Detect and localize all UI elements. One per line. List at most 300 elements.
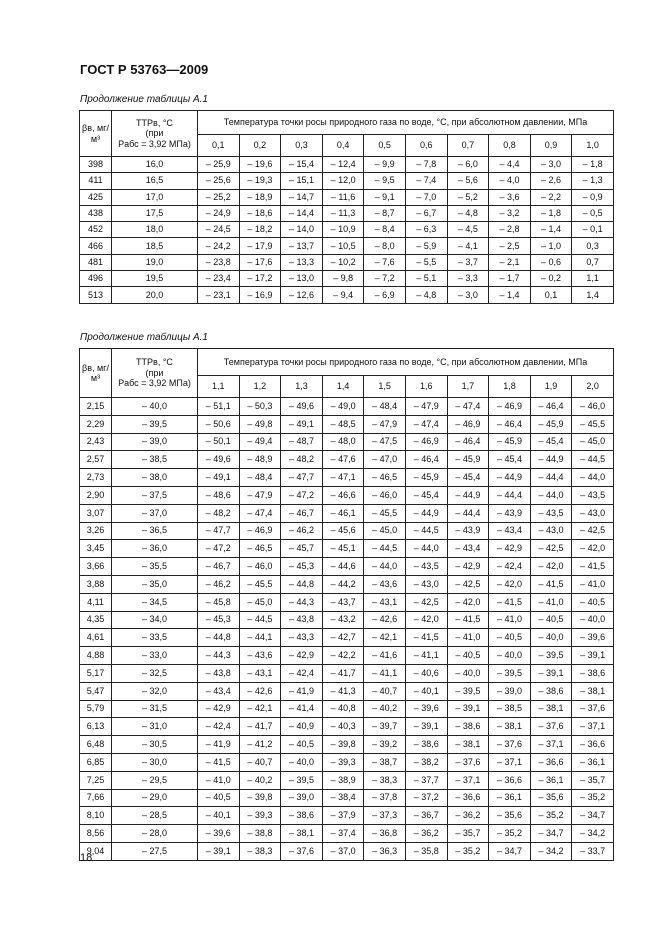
dew-point-cell: – 9,8 — [322, 271, 364, 287]
table-row — [80, 504, 614, 522]
dew-point-cell: – 25,2 — [198, 189, 240, 205]
pressure-header: 1,0 — [572, 135, 614, 157]
dew-point-cell: – 43,0 — [405, 575, 447, 593]
dew-point-cell: – 43,5 — [572, 486, 614, 504]
dew-point-cell: – 9,9 — [364, 157, 406, 173]
dew-point-cell: – 45,9 — [530, 415, 572, 433]
dew-point-cell: – 44,0 — [364, 558, 406, 576]
dew-point-cell: – 1,7 — [489, 271, 531, 287]
dew-point-cell: – 46,5 — [239, 540, 281, 558]
beta-cell: 6,13 — [80, 718, 112, 736]
dew-point-cell: – 44,9 — [530, 451, 572, 469]
dew-point-cell: – 45,8 — [198, 593, 240, 611]
dew-point-cell: – 4,4 — [489, 157, 531, 173]
dew-point-cell: – 46,0 — [572, 398, 614, 416]
dew-point-cell: – 46,9 — [239, 522, 281, 540]
dew-point-cell: – 37,3 — [364, 807, 406, 825]
dew-point-cell: – 41,9 — [198, 736, 240, 754]
ttp-label: ТТРв, °С — [136, 357, 173, 368]
dew-point-cell: – 38,1 — [530, 700, 572, 718]
dew-point-cell: – 7,6 — [364, 254, 406, 270]
dew-point-cell: – 10,5 — [322, 238, 364, 254]
beta-cell: 6,85 — [80, 753, 112, 771]
beta-cell: 2,29 — [80, 415, 112, 433]
dew-point-cell: – 38,4 — [322, 789, 364, 807]
table-row — [80, 575, 614, 593]
ttp-cell: 17,5 — [112, 205, 198, 221]
dew-point-cell: – 35,2 — [447, 842, 489, 860]
dew-point-cell: – 46,4 — [405, 451, 447, 469]
dew-point-cell: – 48,0 — [322, 433, 364, 451]
dew-point-cell: – 50,1 — [198, 433, 240, 451]
ttp-label: ТТРв, °С — [136, 117, 173, 128]
dew-point-cell: – 44,4 — [447, 504, 489, 522]
dew-point-cell: – 35,2 — [489, 825, 531, 843]
dew-point-cell: – 42,9 — [489, 540, 531, 558]
dew-point-cell: – 41,2 — [239, 736, 281, 754]
table-row — [80, 254, 614, 270]
dew-point-cell: – 36,7 — [405, 807, 447, 825]
dew-point-cell: – 38,1 — [489, 718, 531, 736]
page-number: 18 — [80, 852, 93, 864]
dew-point-cell: – 6,9 — [364, 287, 406, 303]
dew-point-cell: – 39,8 — [239, 789, 281, 807]
pressure-header: 1,3 — [281, 376, 323, 398]
dew-point-cell: – 34,2 — [572, 825, 614, 843]
table-row — [80, 451, 614, 469]
dew-point-cell: – 46,6 — [322, 486, 364, 504]
pressure-header: 2,0 — [572, 376, 614, 398]
table-caption: Продолжение таблицы А.1 — [80, 94, 208, 105]
table-row — [80, 629, 614, 647]
dew-point-cell: – 37,2 — [405, 789, 447, 807]
dew-point-cell: – 40,5 — [530, 611, 572, 629]
dew-point-cell: – 42,5 — [572, 522, 614, 540]
dew-point-cell: – 35,6 — [489, 807, 531, 825]
pressure-header: 0,7 — [447, 135, 489, 157]
dew-point-cell: – 33,7 — [572, 842, 614, 860]
dew-point-cell: – 38,3 — [364, 771, 406, 789]
dew-point-cell: – 15,4 — [281, 157, 323, 173]
dew-point-cell: – 6,0 — [447, 157, 489, 173]
dew-point-cell: – 39,1 — [530, 664, 572, 682]
pressure-header: 0,3 — [281, 135, 323, 157]
dew-point-cell: – 37,6 — [447, 753, 489, 771]
dew-point-cell: – 43,5 — [405, 558, 447, 576]
dew-point-cell: – 18,2 — [239, 222, 281, 238]
dew-point-cell: – 0,6 — [530, 254, 572, 270]
dew-point-cell: – 36,2 — [405, 825, 447, 843]
dew-point-cell: – 43,4 — [198, 682, 240, 700]
table-row — [80, 398, 614, 416]
dew-point-cell: – 46,2 — [198, 575, 240, 593]
dew-point-cell: 1,4 — [572, 287, 614, 303]
column-header-beta: βв, мг/м³ — [80, 111, 112, 157]
ttp-cell: – 36,0 — [112, 540, 198, 558]
dew-point-cell: – 40,0 — [489, 647, 531, 665]
beta-cell: 4,35 — [80, 611, 112, 629]
ttp-cell: 19,5 — [112, 271, 198, 287]
dew-point-cell: – 45,5 — [239, 575, 281, 593]
dew-point-cell: – 3,6 — [489, 189, 531, 205]
dew-point-cell: – 25,6 — [198, 173, 240, 189]
ttp-cell: 20,0 — [112, 287, 198, 303]
dew-point-cell: – 38,9 — [322, 771, 364, 789]
dew-point-cell: – 14,4 — [281, 205, 323, 221]
dew-point-cell: – 19,6 — [239, 157, 281, 173]
dew-point-cell: – 35,6 — [530, 789, 572, 807]
dew-point-cell: – 44,5 — [364, 540, 406, 558]
beta-cell: 3,45 — [80, 540, 112, 558]
ttp-cell: – 27,5 — [112, 842, 198, 860]
dew-point-cell: – 45,9 — [447, 451, 489, 469]
beta-cell: 2,90 — [80, 486, 112, 504]
dew-point-cell: – 1,4 — [530, 222, 572, 238]
ttp-label-note: (при — [145, 367, 164, 378]
dew-point-cell: 0,1 — [530, 287, 572, 303]
dew-point-cell: – 38,6 — [405, 736, 447, 754]
dew-point-cell: – 14,0 — [281, 222, 323, 238]
dew-point-cell: – 23,8 — [198, 254, 240, 270]
beta-cell: 425 — [80, 189, 112, 205]
dew-point-cell: – 13,3 — [281, 254, 323, 270]
dew-point-cell: – 44,9 — [405, 504, 447, 522]
table-row — [80, 205, 614, 221]
dew-point-cell: – 1,8 — [530, 205, 572, 221]
dew-point-cell: – 46,9 — [489, 398, 531, 416]
ttp-label-pressure: Pабс = 3,92 МПа) — [118, 378, 191, 389]
beta-cell: 7,66 — [80, 789, 112, 807]
dew-point-cell: – 4,8 — [447, 205, 489, 221]
dew-point-cell: – 3,0 — [447, 287, 489, 303]
ttp-cell: – 29,5 — [112, 771, 198, 789]
dew-point-cell: – 44,9 — [489, 469, 531, 487]
table-row — [80, 486, 614, 504]
dew-point-cell: – 47,6 — [322, 451, 364, 469]
pressure-header: 0,5 — [364, 135, 406, 157]
dew-point-cell: – 47,9 — [239, 486, 281, 504]
dew-point-cell: – 44,5 — [239, 611, 281, 629]
dew-point-cell: – 41,3 — [322, 682, 364, 700]
dew-point-cell: – 45,4 — [530, 433, 572, 451]
dew-point-cell: – 43,8 — [281, 611, 323, 629]
ttp-cell: – 36,5 — [112, 522, 198, 540]
dew-point-cell: – 34,7 — [489, 842, 531, 860]
dew-point-cell: – 4,5 — [447, 222, 489, 238]
dew-point-cell: – 49,6 — [281, 398, 323, 416]
dew-point-cell: – 44,3 — [198, 647, 240, 665]
dew-point-cell: – 46,9 — [405, 433, 447, 451]
ttp-cell: – 31,5 — [112, 700, 198, 718]
dew-point-cell: – 39,3 — [322, 753, 364, 771]
beta-cell: 496 — [80, 271, 112, 287]
ttp-cell: – 34,0 — [112, 611, 198, 629]
dew-point-cell: – 45,0 — [239, 593, 281, 611]
dew-point-cell: – 42,9 — [447, 558, 489, 576]
dew-point-cell: – 44,9 — [447, 486, 489, 504]
dew-point-cell: – 41,7 — [239, 718, 281, 736]
ttp-cell: – 34,5 — [112, 593, 198, 611]
dew-point-cell: – 47,7 — [281, 469, 323, 487]
pressure-header: 0,2 — [239, 135, 281, 157]
ttp-cell: – 32,5 — [112, 664, 198, 682]
dew-point-cell: – 40,7 — [239, 753, 281, 771]
dew-point-cell: – 47,9 — [405, 398, 447, 416]
dew-point-cell: – 47,2 — [281, 486, 323, 504]
dew-point-cell: – 18,9 — [239, 189, 281, 205]
dew-point-cell: – 41,1 — [405, 647, 447, 665]
dew-point-cell: – 41,5 — [405, 629, 447, 647]
dew-point-cell: – 9,5 — [364, 173, 406, 189]
dew-point-cell: – 34,7 — [530, 825, 572, 843]
dew-point-cell: – 45,5 — [572, 415, 614, 433]
dew-point-cell: – 0,9 — [572, 189, 614, 205]
dew-point-cell: – 41,5 — [198, 753, 240, 771]
dew-point-cell: – 41,5 — [572, 558, 614, 576]
dew-point-cell: – 42,9 — [281, 647, 323, 665]
dew-point-cell: – 40,7 — [364, 682, 406, 700]
table-row — [80, 540, 614, 558]
dew-point-cell: – 12,0 — [322, 173, 364, 189]
dew-point-cell: – 48,4 — [239, 469, 281, 487]
dew-point-cell: – 41,9 — [281, 682, 323, 700]
dew-point-cell: – 45,9 — [405, 469, 447, 487]
dew-point-cell: – 11,6 — [322, 189, 364, 205]
beta-cell: 4,11 — [80, 593, 112, 611]
beta-cell: 7,25 — [80, 771, 112, 789]
table-row — [80, 469, 614, 487]
dew-point-cell: – 39,5 — [281, 771, 323, 789]
beta-cell: 4,61 — [80, 629, 112, 647]
dew-point-cell: – 46,4 — [489, 415, 531, 433]
dew-point-cell: – 46,5 — [364, 469, 406, 487]
dew-point-cell: – 24,2 — [198, 238, 240, 254]
dew-point-cell: – 13,0 — [281, 271, 323, 287]
dew-point-cell: – 39,7 — [364, 718, 406, 736]
dew-point-cell: – 38,2 — [405, 753, 447, 771]
beta-cell: 9,04 — [80, 842, 112, 860]
dew-point-cell: – 6,7 — [405, 205, 447, 221]
dew-point-cell: – 43,3 — [281, 629, 323, 647]
dew-point-cell: – 34,2 — [530, 842, 572, 860]
dew-point-cell: – 43,6 — [239, 647, 281, 665]
dew-point-cell: – 23,1 — [198, 287, 240, 303]
pressure-header: 0,9 — [530, 135, 572, 157]
dew-point-cell: – 44,5 — [572, 451, 614, 469]
dew-point-cell: – 40,8 — [322, 700, 364, 718]
dew-point-cell: – 44,6 — [322, 558, 364, 576]
beta-cell: 8,10 — [80, 807, 112, 825]
dew-point-cell: – 44,0 — [572, 469, 614, 487]
pressure-header: 0,4 — [322, 135, 364, 157]
ttp-cell: – 30,0 — [112, 753, 198, 771]
dew-point-cell: – 3,7 — [447, 254, 489, 270]
dew-point-cell: – 39,6 — [198, 825, 240, 843]
dew-point-cell: – 42,5 — [405, 593, 447, 611]
dew-point-cell: – 40,5 — [447, 647, 489, 665]
ttp-cell: 18,0 — [112, 222, 198, 238]
dew-point-cell: – 4,1 — [447, 238, 489, 254]
dew-point-cell: – 38,5 — [489, 700, 531, 718]
dew-point-cell: – 38,1 — [572, 682, 614, 700]
column-header-dew-point: Температура точки росы природного газа по воде, °С, при абсолютном давлении, МПа — [198, 111, 614, 135]
dew-point-cell: – 36,6 — [572, 736, 614, 754]
dew-point-cell: – 39,8 — [322, 736, 364, 754]
dew-point-cell: – 25,9 — [198, 157, 240, 173]
dew-point-cell: – 44,8 — [281, 575, 323, 593]
ttp-cell: – 40,0 — [112, 398, 198, 416]
dew-point-cell: – 43,0 — [530, 522, 572, 540]
ttp-cell: – 33,5 — [112, 629, 198, 647]
table-row — [80, 718, 614, 736]
dew-point-cell: – 47,5 — [364, 433, 406, 451]
ttp-label-pressure: Pабс = 3,92 МПа) — [118, 138, 191, 149]
dew-point-cell: – 40,5 — [572, 593, 614, 611]
dew-point-cell: – 49,1 — [198, 469, 240, 487]
dew-point-cell: – 8,7 — [364, 205, 406, 221]
dew-point-cell: – 15,1 — [281, 173, 323, 189]
table-row — [80, 753, 614, 771]
dew-point-cell: – 37,4 — [322, 825, 364, 843]
dew-point-cell: – 46,4 — [447, 433, 489, 451]
dew-point-cell: – 14,7 — [281, 189, 323, 205]
dew-point-cell: – 47,2 — [198, 540, 240, 558]
ttp-cell: 19,0 — [112, 254, 198, 270]
dew-point-cell: – 41,0 — [489, 611, 531, 629]
ttp-cell: – 28,0 — [112, 825, 198, 843]
beta-cell: 3,07 — [80, 504, 112, 522]
dew-point-cell: – 10,2 — [322, 254, 364, 270]
dew-point-cell: – 40,6 — [405, 664, 447, 682]
dew-point-cell: – 46,7 — [281, 504, 323, 522]
beta-cell: 513 — [80, 287, 112, 303]
dew-point-cell: – 2,6 — [530, 173, 572, 189]
table-row — [80, 238, 614, 254]
table-row — [80, 433, 614, 451]
dew-point-cell: – 7,4 — [405, 173, 447, 189]
dew-point-cell: – 37,1 — [447, 771, 489, 789]
table-row — [80, 558, 614, 576]
dew-point-cell: – 36,1 — [530, 771, 572, 789]
dew-point-cell: – 38,6 — [281, 807, 323, 825]
dew-point-cell: – 42,2 — [322, 647, 364, 665]
beta-cell: 481 — [80, 254, 112, 270]
ttp-cell: – 38,5 — [112, 451, 198, 469]
dew-point-cell: – 2,8 — [489, 222, 531, 238]
dew-point-cell: – 46,2 — [281, 522, 323, 540]
beta-cell: 2,43 — [80, 433, 112, 451]
dew-point-cell: – 48,6 — [198, 486, 240, 504]
dew-point-cell: – 50,6 — [198, 415, 240, 433]
dew-point-cell: – 40,1 — [405, 682, 447, 700]
dew-point-cell: – 38,3 — [239, 842, 281, 860]
dew-point-cell: – 42,1 — [239, 700, 281, 718]
dew-point-cell: – 43,9 — [489, 504, 531, 522]
dew-point-cell: – 42,5 — [447, 575, 489, 593]
dew-point-cell: – 46,7 — [198, 558, 240, 576]
dew-point-cell: – 36,3 — [364, 842, 406, 860]
dew-point-cell: – 0,2 — [530, 271, 572, 287]
dew-point-cell: – 5,5 — [405, 254, 447, 270]
dew-point-cell: – 17,6 — [239, 254, 281, 270]
table-row — [80, 222, 614, 238]
dew-point-cell: – 43,1 — [239, 664, 281, 682]
beta-cell: 3,26 — [80, 522, 112, 540]
dew-point-cell: – 42,1 — [364, 629, 406, 647]
dew-point-cell: – 2,1 — [489, 254, 531, 270]
dew-point-cell: – 45,0 — [572, 433, 614, 451]
dew-point-cell: – 48,2 — [281, 451, 323, 469]
dew-point-cell: – 18,6 — [239, 205, 281, 221]
dew-point-cell: – 44,8 — [198, 629, 240, 647]
dew-point-cell: – 43,8 — [198, 664, 240, 682]
dew-point-table-low-pressure — [79, 110, 614, 304]
dew-point-cell: – 37,7 — [405, 771, 447, 789]
column-header-beta: βв, мг/м³ — [80, 349, 112, 398]
dew-point-cell: – 0,5 — [572, 205, 614, 221]
beta-cell: 2,73 — [80, 469, 112, 487]
dew-point-cell: – 37,8 — [364, 789, 406, 807]
dew-point-cell: – 47,9 — [364, 415, 406, 433]
dew-point-cell: – 37,6 — [572, 700, 614, 718]
dew-point-cell: – 39,0 — [281, 789, 323, 807]
dew-point-cell: – 40,0 — [447, 664, 489, 682]
dew-point-cell: – 44,1 — [239, 629, 281, 647]
ttp-label-note: (при — [145, 128, 164, 139]
dew-point-cell: – 50,3 — [239, 398, 281, 416]
dew-point-cell: – 2,2 — [530, 189, 572, 205]
dew-point-cell: – 24,5 — [198, 222, 240, 238]
pressure-header: 0,1 — [198, 135, 240, 157]
table-row — [80, 157, 614, 173]
dew-point-cell: – 45,7 — [281, 540, 323, 558]
ttp-cell: – 32,0 — [112, 682, 198, 700]
dew-point-cell: – 36,6 — [447, 789, 489, 807]
dew-point-cell: – 47,1 — [322, 469, 364, 487]
dew-point-cell: – 12,6 — [281, 287, 323, 303]
ttp-cell: – 33,0 — [112, 647, 198, 665]
dew-point-cell: – 43,2 — [322, 611, 364, 629]
table-row — [80, 825, 614, 843]
ttp-cell: – 39,0 — [112, 433, 198, 451]
dew-point-cell: – 16,9 — [239, 287, 281, 303]
dew-point-table-high-pressure — [79, 348, 614, 861]
dew-point-cell: – 46,0 — [239, 558, 281, 576]
dew-point-cell: – 5,9 — [405, 238, 447, 254]
dew-point-cell: – 40,5 — [489, 629, 531, 647]
table-row — [80, 682, 614, 700]
dew-point-cell: – 44,4 — [489, 486, 531, 504]
dew-point-cell: – 12,4 — [322, 157, 364, 173]
dew-point-cell: – 5,1 — [405, 271, 447, 287]
table-row — [80, 593, 614, 611]
dew-point-cell: – 43,5 — [530, 504, 572, 522]
dew-point-cell: – 44,2 — [322, 575, 364, 593]
dew-point-cell: – 37,1 — [572, 718, 614, 736]
ttp-cell: – 31,0 — [112, 718, 198, 736]
dew-point-cell: – 36,1 — [572, 753, 614, 771]
dew-point-cell: – 17,2 — [239, 271, 281, 287]
ttp-cell: – 35,5 — [112, 558, 198, 576]
beta-cell: 5,17 — [80, 664, 112, 682]
beta-cell: 8,56 — [80, 825, 112, 843]
ttp-cell: – 37,5 — [112, 486, 198, 504]
dew-point-cell: – 46,4 — [530, 398, 572, 416]
dew-point-cell: – 19,3 — [239, 173, 281, 189]
dew-point-cell: – 41,0 — [198, 771, 240, 789]
dew-point-cell: – 3,0 — [530, 157, 572, 173]
dew-point-cell: – 39,5 — [489, 664, 531, 682]
